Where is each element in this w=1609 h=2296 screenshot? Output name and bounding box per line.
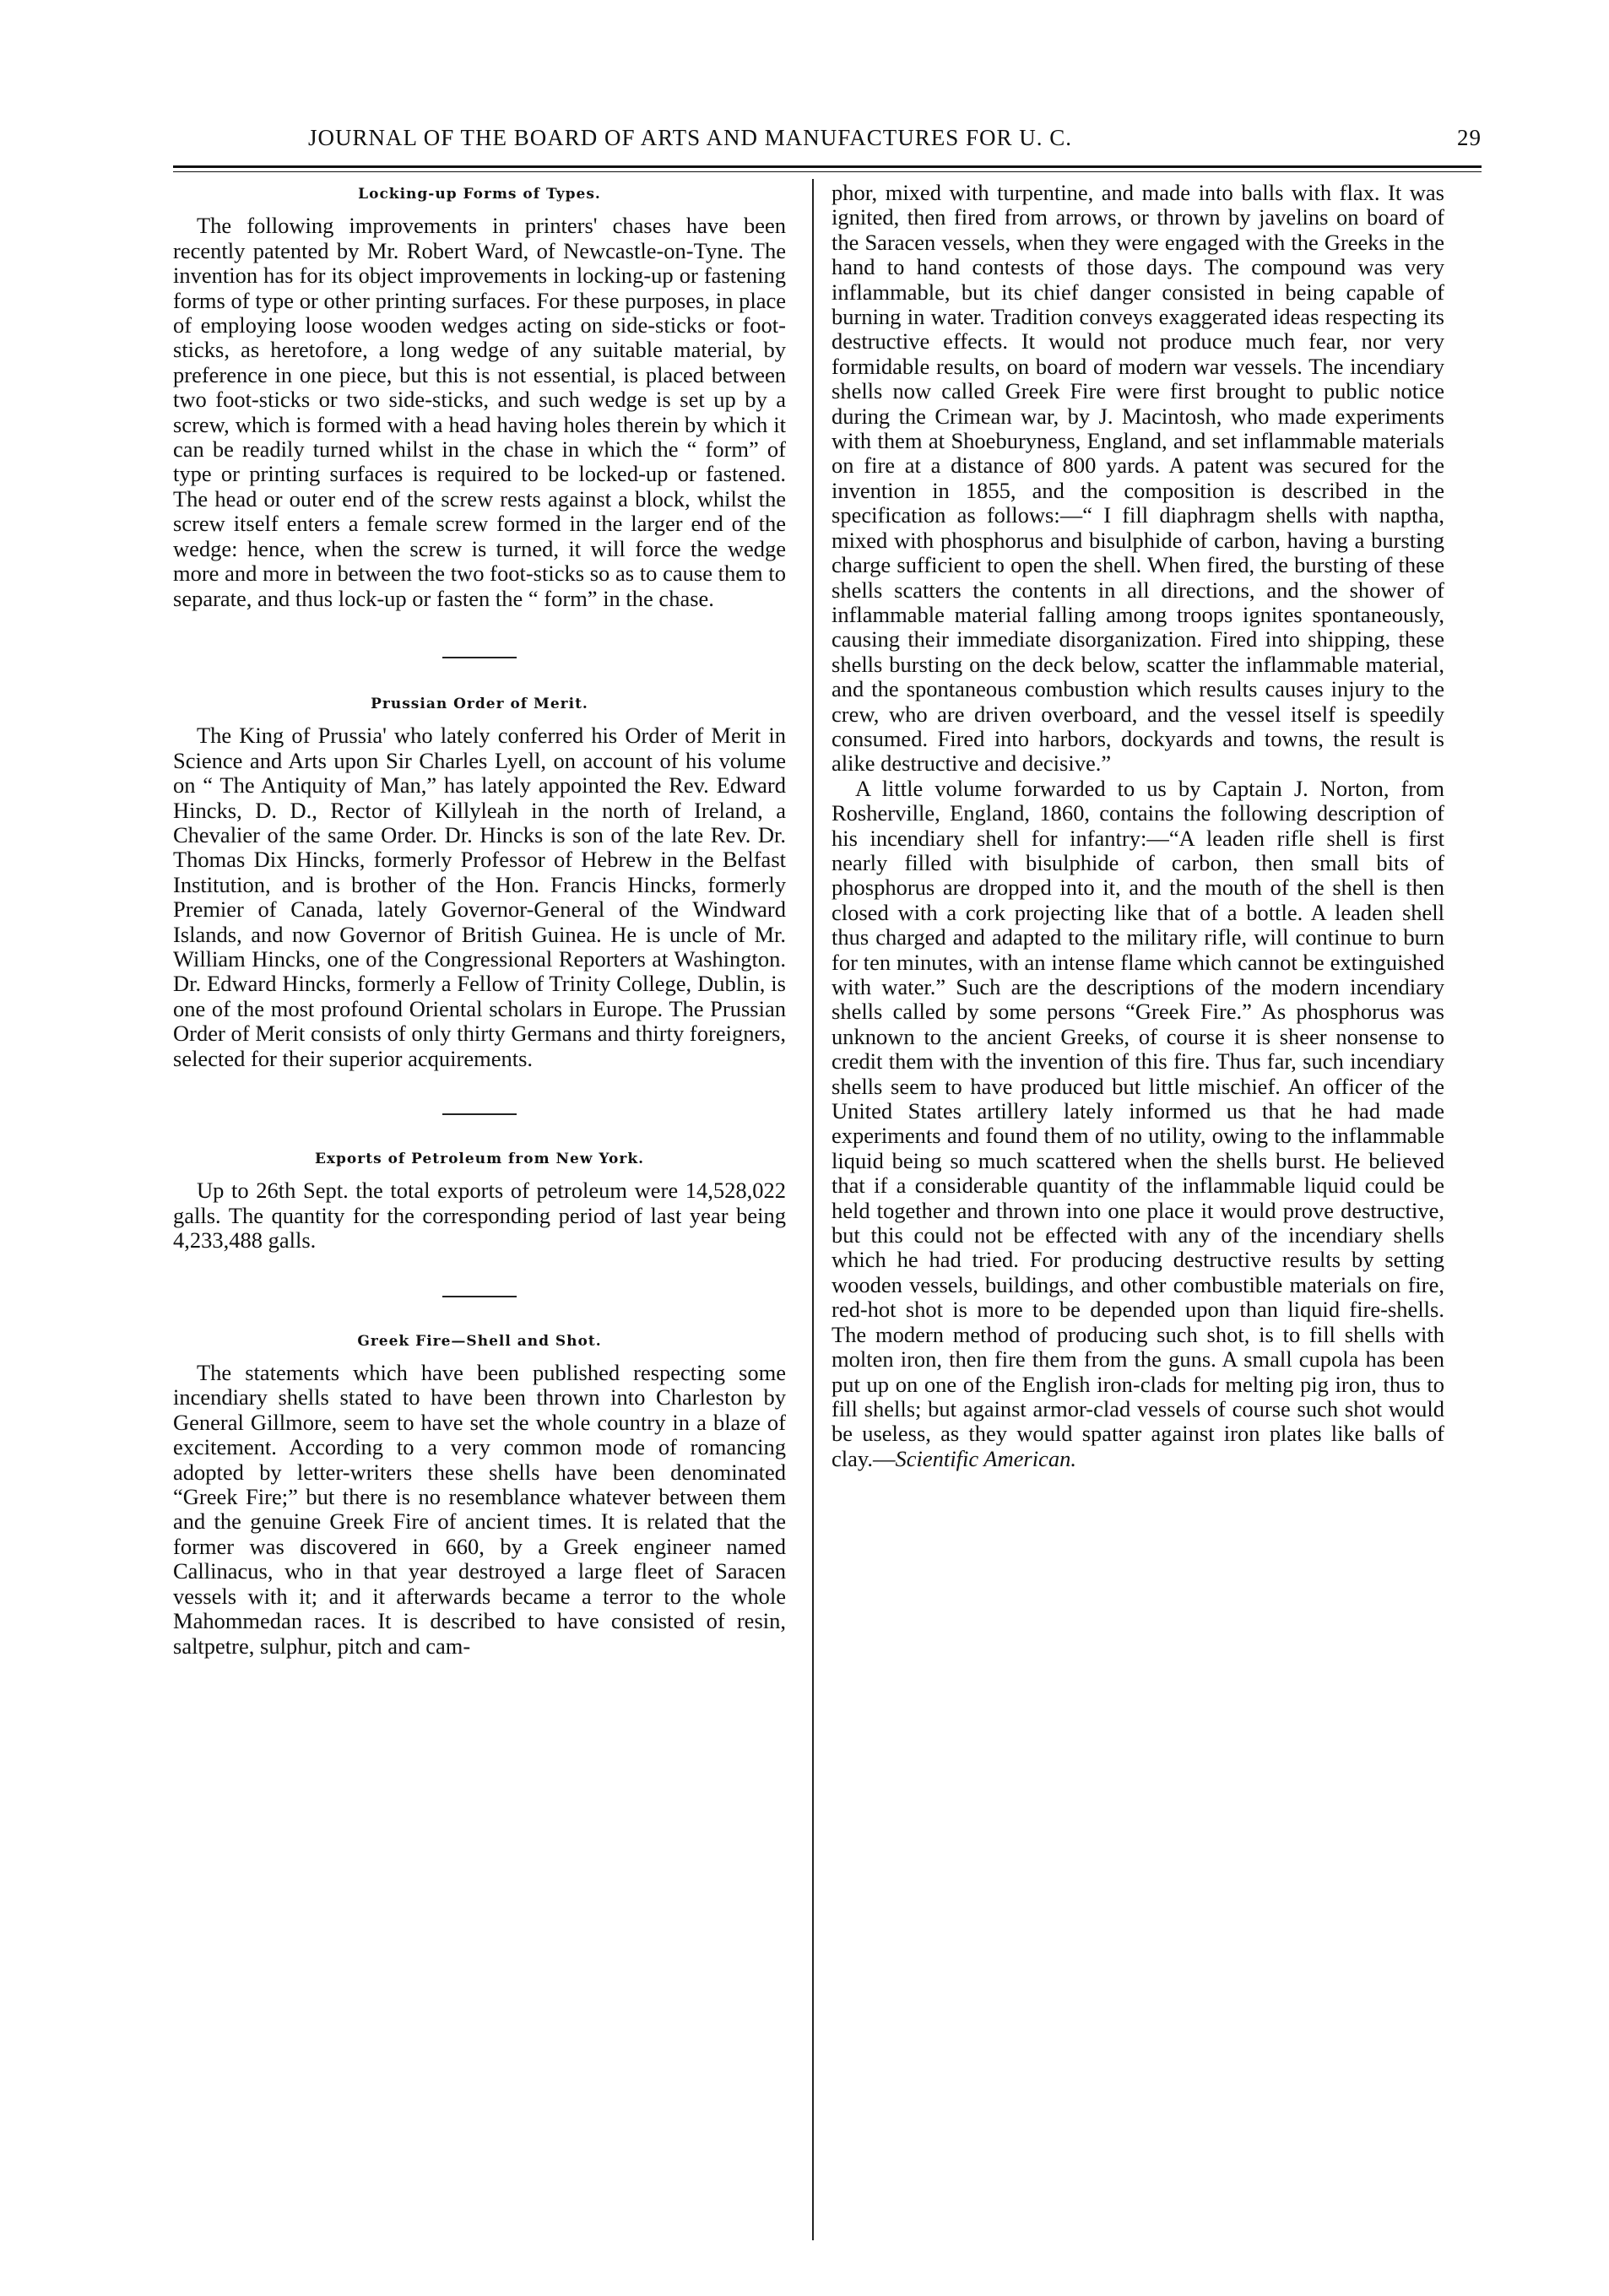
article-prussian-order <box>173 692 786 1071</box>
article-paragraph-continued: phor, mixed with turpentine, and made into balls with flax. It was ignited, then fired from arrows, or thrown by javelins on board of the Saracen vessels, when they were engaged with the Greeks in the hand to hand contests of those days. The compound was very inflammable, but its chief danger consisted in being capable of burning in water. Tradition conveys exaggerated ideas respecting its destructive effects. It would not produce much fear, nor very formidable results, on board of modern war vessels. The incendiary shells now called Greek Fire were first brought to public notice during the Crimean war, by J. Macintosh, who made experiments with them at Shoeburyness, England, and set inflammable materials on fire at a distance of 800 yards. A patent was secured for the invention in 1855, and the composition is described in the specification as follows:—“ I fill diaphragm shells with naptha, mixed with phosphorus and bisulphide of carbon, having a bursting charge sufficient to open the shell. When fired, the bursting of these shells scatters the contents in all directions, and the shower of inflammable material falling among troops ignites spontaneously, causing their immediate disorganization. Fired into shipping, these shells bursting on the deck below, scatter the inflammable material, and the spontaneous combustion which results causes injury to the crew, who are driven overboard, and the vessel itself is speedily consumed. Fired into harbors, dockyards and towns, the result is alike destructive and decisive.” <box>832 180 1444 777</box>
article-greek-fire <box>173 1329 786 1659</box>
article-separator <box>442 1113 517 1115</box>
article-paragraph: Up to 26th Sept. the total exports of petroleum were 14,528,022 galls. The quantity for the corresponding period of last year being 4,233,488 galls. <box>173 1178 786 1254</box>
article-paragraph: The statements which have been published respecting some incendiary shells stated to have been thrown into Charleston by General Gillmore, seem to have set the whole country in a blaze of excitement. According to a very common mode of romancing adopted by letter-writers these shells have been denominated “Greek Fire;” but there is no resemblance whatever between them and the genuine Greek Fire of ancient times. It is related that the former was discovered in 660, by a Greek engineer named Callinacus, who in that year destroyed a large fleet of Saracen vessels with it; and it afterwards became a terror to the whole Mahommedan races. It is described to have consisted of resin, saltpetre, sulphur, pitch and cam- <box>173 1360 786 1659</box>
article-petroleum-exports <box>173 1147 786 1254</box>
column-divider <box>812 179 814 2240</box>
article-paragraph: The King of Prussia' who lately conferred his Order of Merit in Science and Arts upon Sir Charles Lyell, on account of his volume on “ The Antiquity of Man,” has lately appointed the Rev. Edward Hincks, D. D., Rector of Killyleah in the north of Ireland, a Chevalier of the same Order. Dr. Hincks is son of the late Rev. Dr. Thomas Dix Hincks, formerly Professor of Hebrew in the Belfast Institution, and is brother of the Hon. Francis Hincks, formerly Premier of Canada, lately Governor-General of the Windward Islands, and now Governor of British Guinea. He is uncle of Mr. William Hincks, one of the Congressional Reporters at Washington. Dr. Edward Hincks, formerly a Fellow of Trinity College, Dublin, is one of the most profound Oriental scholars in Europe. The Prussian Order of Merit consists of only thirty Germans and thirty foreigners, selected for their superior acquirements. <box>173 723 786 1071</box>
right-column <box>832 181 1444 1471</box>
article-separator <box>442 657 517 658</box>
left-column <box>173 181 786 1659</box>
page-number: 29 <box>1457 125 1482 150</box>
article-heading: Greek Fire—Shell and Shot. <box>357 1332 602 1350</box>
article-heading: Prussian Order of Merit. <box>371 695 588 712</box>
journal-title: JOURNAL OF THE BOARD OF ARTS AND MANUFACTURES FOR U. C. <box>308 125 1073 150</box>
header-rule-thin <box>173 171 1482 172</box>
article-paragraph: The following improvements in printers' chases have been recently patented by Mr. Robert Ward, of Newcastle-on-Tyne. The invention has for its object improvements in locking-up or fastening forms of type or other printing surfaces. For these purposes, in place of employing loose wooden wedges acting on side-sticks or foot-sticks, as heretofore, a long wedge of any suitable material, by preference in one piece, but this is not essential, is placed between two foot-sticks or two side-sticks, and such wedge is set up by a screw, which is formed with a head having holes therein by which it can be readily turned whilst in the chase in which the “ form” of type or printing surfaces is required to be locked-up or fastened. The head or outer end of the screw rests against a block, whilst the screw itself enters a female screw formed in the larger end of the wedge: hence, when the screw is turned, it will force the wedge more and more in between the two foot-sticks so as to cause them to separate, and thus lock-up or fasten the “ form” in the chase. <box>173 213 786 611</box>
article-locking-up-forms <box>173 182 786 611</box>
article-paragraph <box>832 777 1444 1471</box>
running-header <box>139 125 1482 159</box>
article-heading: Exports of Petroleum from New York. <box>314 1151 645 1167</box>
header-rule-thick <box>173 165 1482 168</box>
paragraph-text: A little volume forwarded to us by Captain J. Norton, from Rosherville, England, 1860, contains the following description of his incendiary shell for infantry:—“A leaden rifle shell is first nearly filled with bisulphide of carbon, then small bits of phosphorus are dropped into it, and the mouth of the shell is then closed with a cork projecting like that of a bottle. A leaden shell thus charged and adapted to the military rifle, will continue to burn for ten minutes, with an intense flame which cannot be extinguished with water.” Such are the descriptions of the modern incendiary shells called by some persons “Greek Fire.” As phosphorus was unknown to the ancient Greeks, of course it is sheer nonsense to credit them with the invention of this fire. Thus far, such incendiary shells seem to have produced but little mischief. An officer of the United States artillery lately informed us that he had made experiments and found them of no utility, owing to the inflammable liquid being so much scattered when the shells burst. He believed that if a considerable quantity of the inflammable liquid could be held together and thrown into one place it would prove destructive, but this could not be effected with any of the incendiary shells which he had tried. For producing destructive results by setting wooden vessels, buildings, and other combustible materials on fire, red-hot shot is more to be depended upon than liquid fire-shells. The modern method of producing such shot, is to fill shells with molten iron, then fire them from the guns. A small cupola has been put up on one of the English iron-clads for melting pig iron, thus to fill shells; but against armor-clad vessels of course such shot would be useless, as they would spatter against iron plates like balls of clay.— <box>832 775 1444 1471</box>
source-signature: Scientific American. <box>895 1445 1076 1471</box>
article-heading: Locking-up Forms of Types. <box>358 186 601 203</box>
article-separator <box>442 1296 517 1297</box>
